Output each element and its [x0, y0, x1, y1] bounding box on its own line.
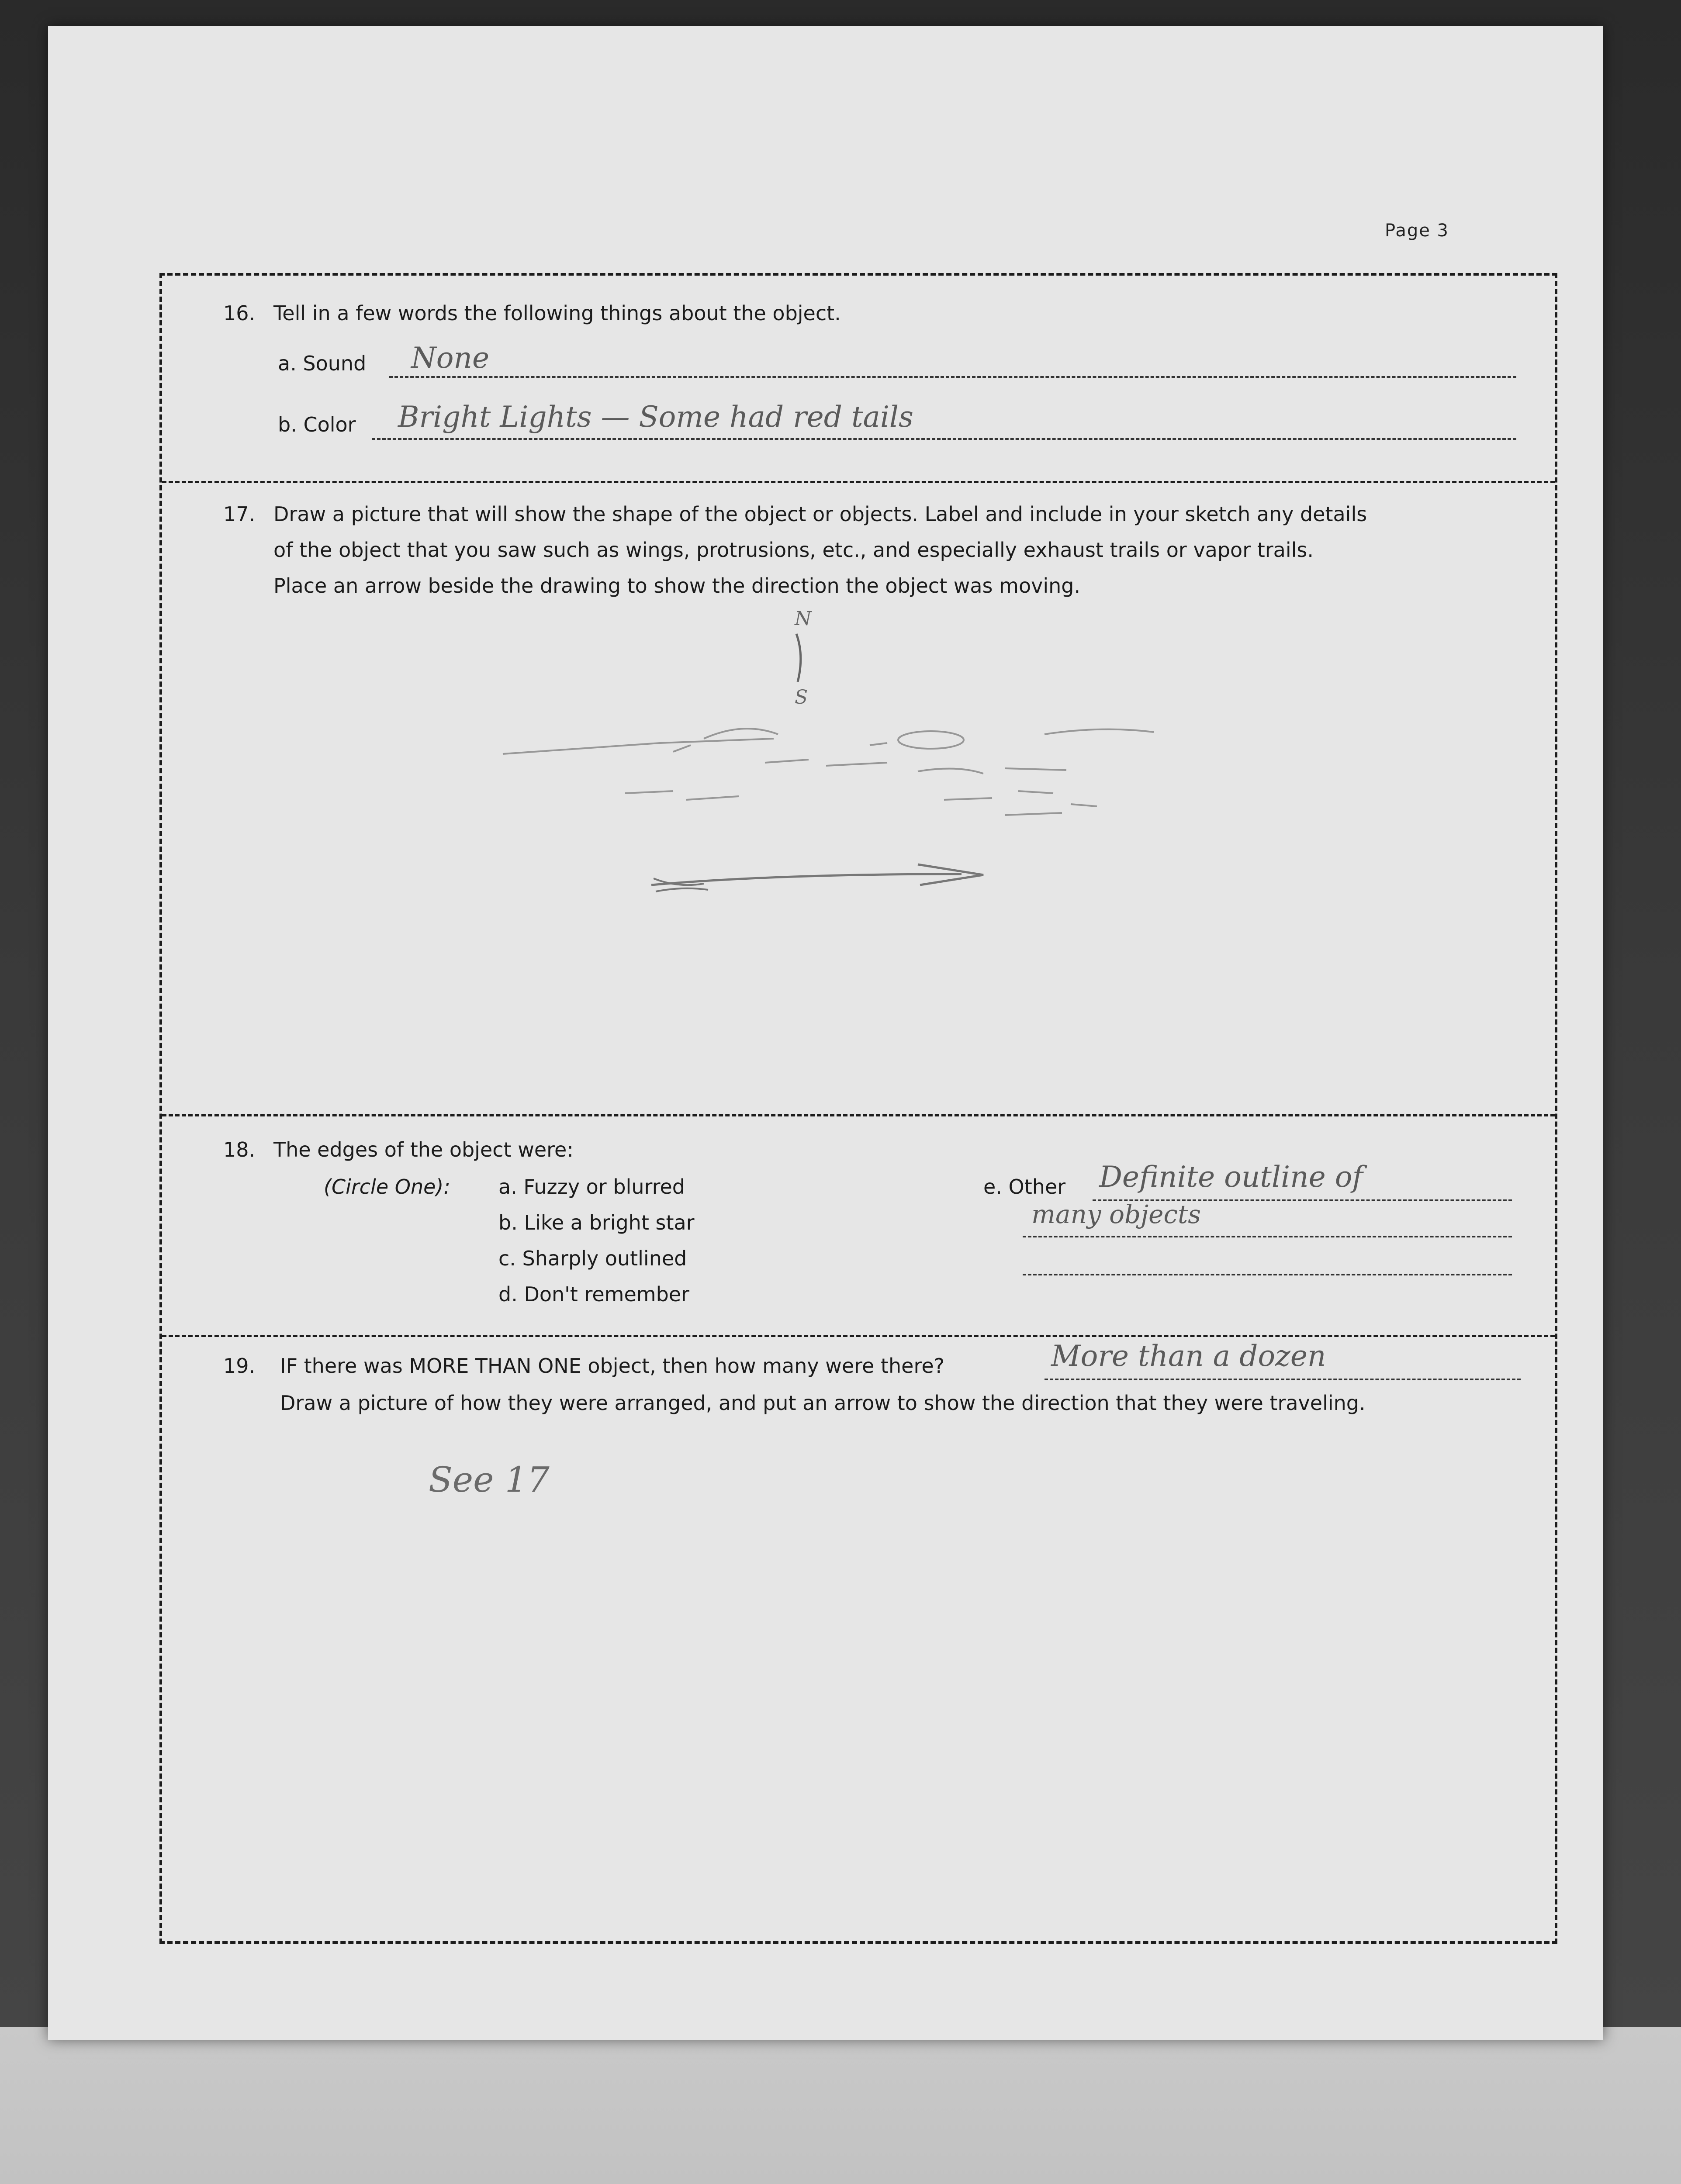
- divider-18-19: [162, 1335, 1555, 1337]
- circle-one-label: (Circle One):: [324, 1175, 450, 1199]
- count-answer: More than a dozen: [1051, 1339, 1326, 1373]
- q17-line1: Draw a picture that will show the shape of the object or objects. Label and include in your sketch any details: [273, 502, 1367, 526]
- q16-sound-label: a. Sound: [278, 352, 367, 375]
- edge-option-e-label: e. Other: [983, 1175, 1066, 1199]
- other-line-3: [1023, 1274, 1512, 1275]
- other-answer-line2: many objects: [1031, 1199, 1201, 1229]
- compass-s-label: S: [795, 686, 808, 708]
- q16-color-label: b. Color: [278, 413, 356, 436]
- direction-arrow-icon: [651, 864, 983, 892]
- page-number: Page 3: [1385, 221, 1449, 241]
- q16-prompt: Tell in a few words the following things about the object.: [273, 301, 841, 325]
- compass-n-label: N: [795, 608, 812, 630]
- compass-line-icon: [796, 634, 801, 682]
- color-answer: Bright Lights — Some had red tails: [398, 400, 913, 434]
- q17-number: 17.: [223, 502, 256, 526]
- divider-16-17: [162, 481, 1555, 483]
- other-line-2: [1023, 1236, 1512, 1237]
- sound-line: [389, 376, 1516, 378]
- q19-note: See 17: [429, 1459, 550, 1500]
- edge-option-d[interactable]: d. Don't remember: [498, 1282, 689, 1306]
- q18-number: 18.: [223, 1138, 256, 1161]
- sound-answer: None: [411, 341, 490, 375]
- questionnaire-form: [159, 273, 1557, 1944]
- form-page: [48, 26, 1603, 2040]
- q19-line2: Draw a picture of how they were arranged, and put an arrow to show the direction that they were traveling.: [280, 1391, 1366, 1415]
- q19-prompt: IF there was MORE THAN ONE object, then how many were there?: [280, 1354, 945, 1378]
- count-line: [1045, 1379, 1521, 1380]
- underlying-sheet: [0, 2027, 1681, 2184]
- edge-option-a[interactable]: a. Fuzzy or blurred: [498, 1175, 685, 1199]
- object-cluster-drawing: [503, 729, 1154, 815]
- color-line: [372, 438, 1516, 440]
- q17-line2: of the object that you saw such as wings, protrusions, etc., and especially exhaust trails or vapor trails.: [273, 538, 1314, 562]
- edge-option-c[interactable]: c. Sharply outlined: [498, 1247, 687, 1270]
- q17-line3: Place an arrow beside the drawing to show the direction the object was moving.: [273, 574, 1081, 598]
- q19-number: 19.: [223, 1354, 256, 1378]
- divider-17-18: [162, 1114, 1555, 1116]
- q16-number: 16.: [223, 301, 256, 325]
- q18-prompt: The edges of the object were:: [273, 1138, 574, 1161]
- edge-option-b[interactable]: b. Like a bright star: [498, 1211, 695, 1234]
- other-answer-line1: Definite outline of: [1099, 1160, 1363, 1194]
- object-sketch: [162, 594, 1555, 1044]
